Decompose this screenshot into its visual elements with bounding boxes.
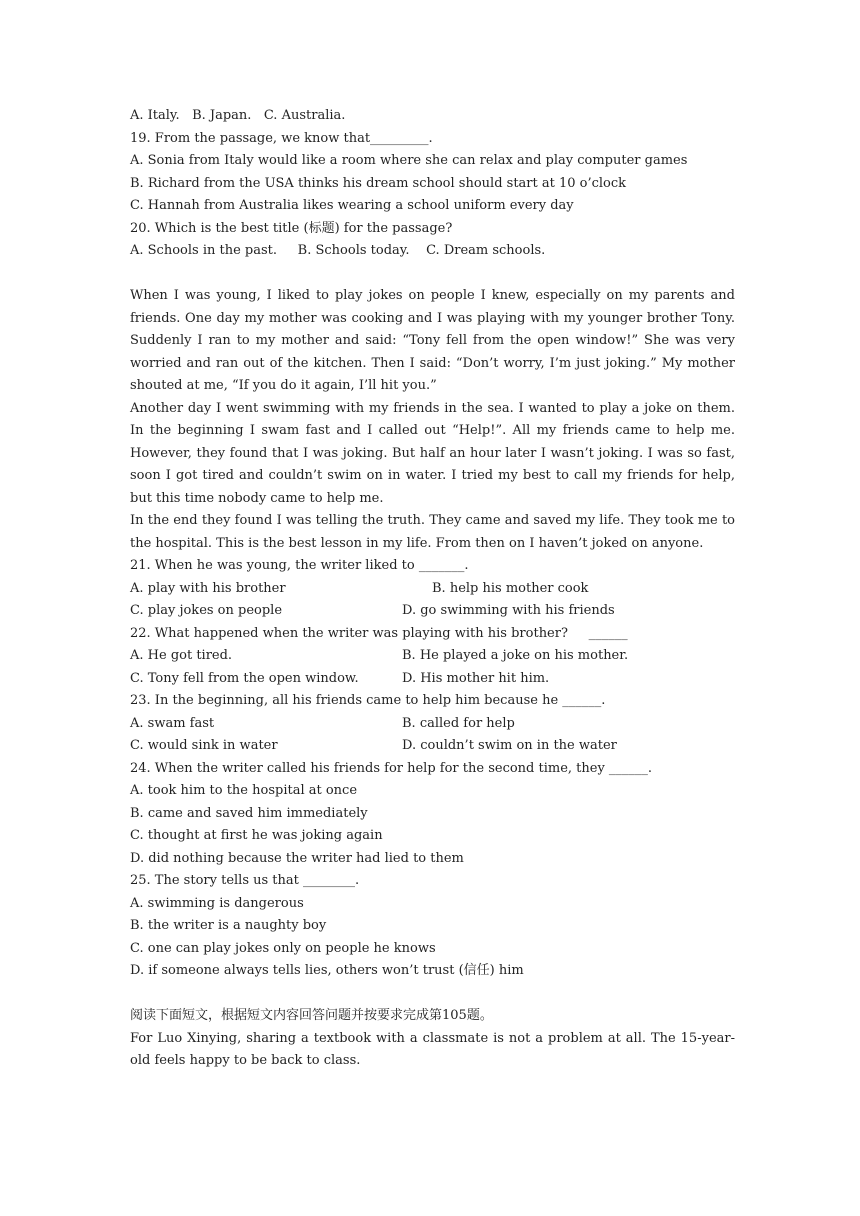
q21-stem: 21. When he was young, the writer liked to _______. <box>130 558 469 573</box>
q22-options-row-2 <box>130 668 735 691</box>
q21-option-a: A. play with his brother <box>130 580 286 596</box>
q23-options-row-2 <box>130 735 735 758</box>
q23-options-row-1 <box>130 713 735 736</box>
document-page <box>130 105 735 1073</box>
q25-option-d: D. if someone always tells lies, others won’t trust (信任) him <box>130 963 524 978</box>
q22-option-d: D. His mother hit him. <box>402 670 550 686</box>
q24-option-b: B. came and saved him immediately <box>130 805 368 821</box>
q25-stem: 25. The story tells us that ________. <box>130 873 360 888</box>
q21-options-row-2 <box>130 600 735 623</box>
q21-options-row-1 <box>130 578 735 601</box>
spacer <box>130 263 735 286</box>
section-instruction: 阅读下面短文，根据短文内容回答问题并按要求完成第105题。 <box>130 1008 493 1023</box>
passage-paragraph-2: Another day I went swimming with my friends in the sea. I wanted to play a joke on them. In the beginning I swam fast and I called out “Help!”. All my friends came to help me. However, they found that I was joking. But half an hour later I wasn’t joking. I was so fast, soon I got tired and couldn’t swim on in water. I tried my best to call my friends for help, but this time nobody came to help me. <box>130 400 735 506</box>
q23-option-a: A. swam fast <box>130 715 215 731</box>
passage-paragraph-1: When I was young, I liked to play jokes on people I knew, especially on my parents and friends. One day my mother was cooking and I was playing with my younger brother Tony. Suddenly I ran to my mother and said: “Tony fell from the open window!” She was very worried and ran out of the kitchen. Then I said: “Don’t worry, I’m just joking.” My mother shouted at me, “If you do it again, I’ll hit you.” <box>130 288 735 393</box>
q24-stem: 24. When the writer called his friends for help for the second time, they ______. <box>130 760 653 776</box>
q24-option-a: A. took him to the hospital at once <box>130 783 358 798</box>
q21-option-b: B. help his mother cook <box>432 580 589 596</box>
passage-paragraph-3: In the end they found I was telling the truth. They came and saved my life. They took me to the hospital. This is the best lesson in my life. From then on I haven’t joked on anyone. <box>130 513 735 551</box>
q22-option-a: A. He got tired. <box>130 648 233 663</box>
q23-option-d: D. couldn’t swim on in the water <box>402 738 617 753</box>
q22-options-row-1 <box>130 645 735 668</box>
q24-option-c: C. thought at first he was joking again <box>130 828 383 843</box>
q18-options: A. Italy. B. Japan. C. Australia. <box>130 108 346 123</box>
q20-options: A. Schools in the past. B. Schools today. C. Dream schools. <box>130 243 546 258</box>
q23-stem: 23. In the beginning, all his friends came to help him because he ______. <box>130 693 606 708</box>
q25-option-a: A. swimming is dangerous <box>130 895 304 911</box>
next-passage: For Luo Xinying, sharing a textbook with a classmate is not a problem at all. The 15-year-old feels happy to be back to class. <box>130 1030 735 1068</box>
q22-option-c: C. Tony fell from the open window. <box>130 670 359 686</box>
q25-option-c: C. one can play jokes only on people he knows <box>130 940 436 956</box>
q23-option-b: B. called for help <box>402 715 515 731</box>
q22-stem: 22. What happened when the writer was playing with his brother? ______ <box>130 625 628 641</box>
q25-option-b: B. the writer is a naughty boy <box>130 918 327 933</box>
q19-option-c: C. Hannah from Australia likes wearing a school uniform every day <box>130 198 574 213</box>
q23-option-c: C. would sink in water <box>130 738 278 753</box>
spacer <box>130 983 735 1006</box>
q22-option-b: B. He played a joke on his mother. <box>402 648 629 663</box>
q19-stem: 19. From the passage, we know that_________. <box>130 130 433 146</box>
q19-option-b: B. Richard from the USA thinks his dream school should start at 10 o’clock <box>130 175 627 191</box>
q21-option-c: C. play jokes on people <box>130 603 283 618</box>
q21-option-d: D. go swimming with his friends <box>402 603 615 618</box>
q19-option-a: A. Sonia from Italy would like a room where she can relax and play computer games <box>130 153 688 168</box>
q24-option-d: D. did nothing because the writer had lied to them <box>130 850 464 866</box>
q20-stem: 20. Which is the best title (标题) for the passage? <box>130 220 453 236</box>
